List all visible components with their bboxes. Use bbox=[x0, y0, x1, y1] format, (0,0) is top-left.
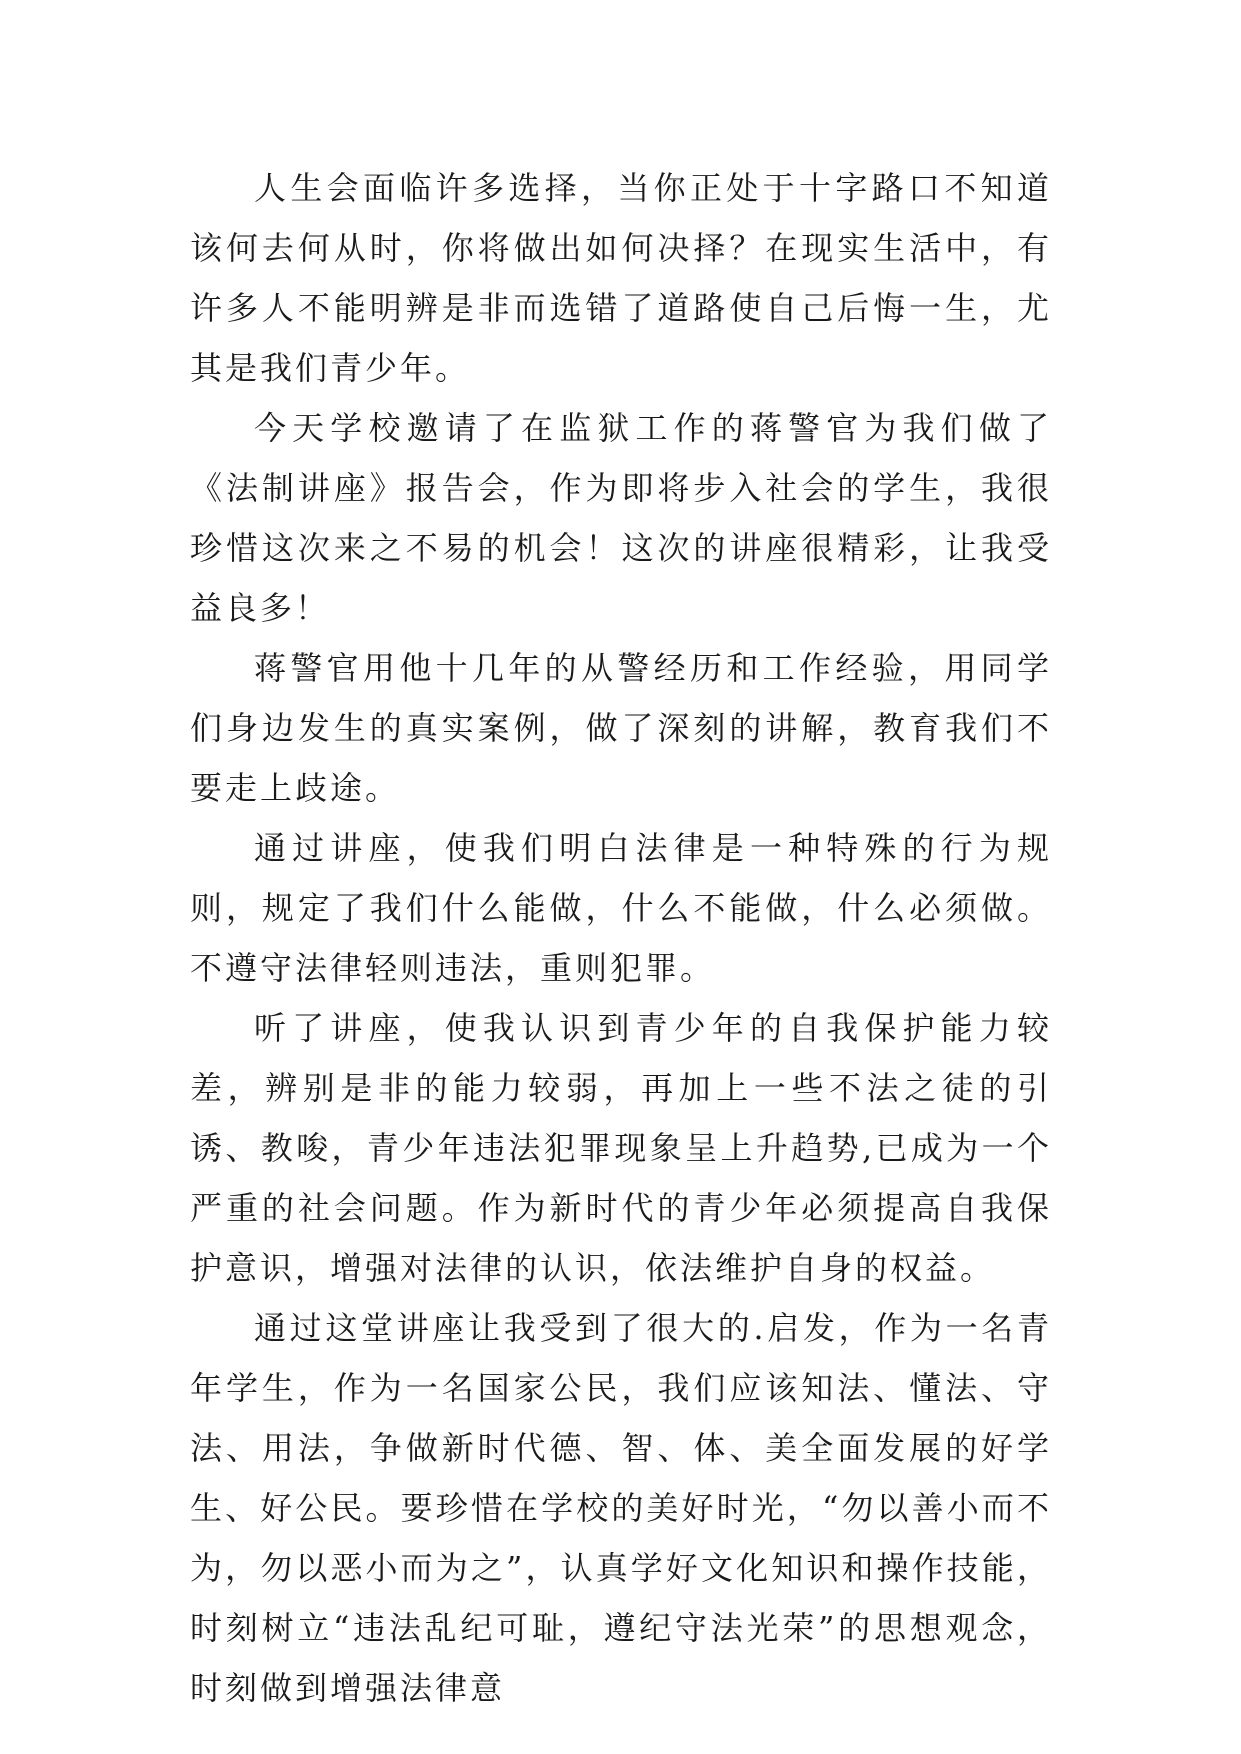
paragraph-2: 今天学校邀请了在监狱工作的蒋警官为我们做了《法制讲座》报告会，作为即将步入社会的学生，我很珍惜这次来之不易的机会！这次的讲座很精彩，让我受益良多！ bbox=[190, 409, 1052, 627]
paragraph-5: 听了讲座，使我认识到青少年的自我保护能力较差，辨别是非的能力较弱，再加上一些不法之徒的引诱、教唆，青少年违法犯罪现象呈上升趋势,已成为一个严重的社会问题。作为新时代的青少年必须提高自我保护意识，增强对法律的认识，依法维护自身的权益。 bbox=[190, 1009, 1052, 1287]
document-body bbox=[190, 158, 1052, 1718]
paragraph-3: 蒋警官用他十几年的从警经历和工作经验，用同学们身边发生的真实案例，做了深刻的讲解，教育我们不要走上歧途。 bbox=[190, 649, 1052, 807]
paragraph-4: 通过讲座，使我们明白法律是一种特殊的行为规则，规定了我们什么能做，什么不能做，什么必须做。不遵守法律轻则违法，重则犯罪。 bbox=[190, 829, 1052, 987]
paragraph-6: 通过这堂讲座让我受到了很大的.启发，作为一名青年学生，作为一名国家公民，我们应该知法、懂法、守法、用法，争做新时代德、智、体、美全面发展的好学生、好公民。要珍惜在学校的美好时光，“勿以善小而不为，勿以恶小而为之”，认真学好文化知识和操作技能，时刻树立“违法乱纪可耻，遵纪守法光荣”的思想观念，时刻做到增强法律意 bbox=[190, 1309, 1052, 1707]
paragraph-1: 人生会面临许多选择，当你正处于十字路口不知道该何去何从时，你将做出如何决择？在现实生活中，有许多人不能明辨是非而选错了道路使自己后悔一生，尤其是我们青少年。 bbox=[190, 169, 1052, 387]
